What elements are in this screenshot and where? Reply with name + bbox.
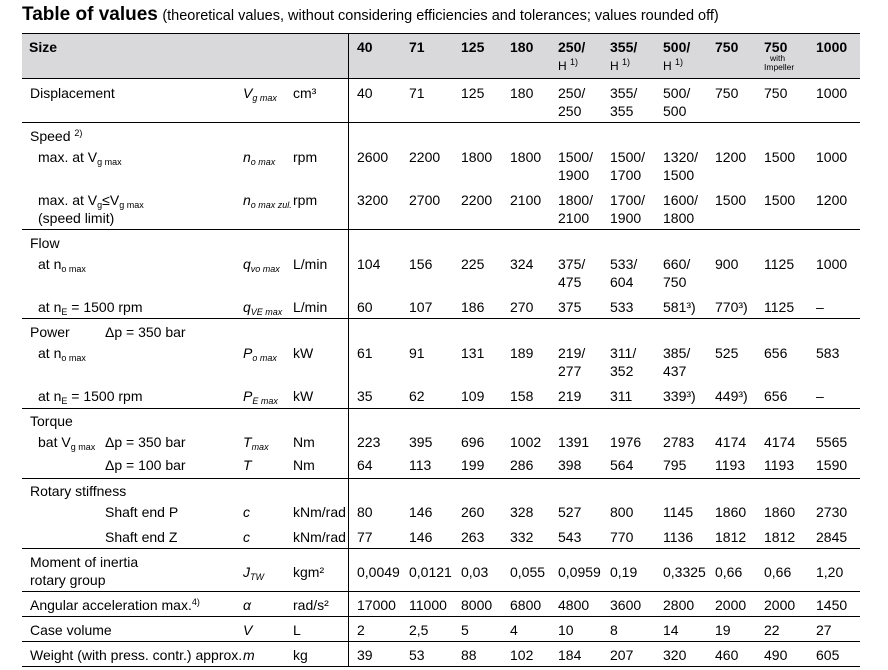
value: 6800: [510, 597, 542, 613]
value: 113: [409, 457, 432, 473]
unit: rpm: [293, 192, 318, 208]
value: 320: [663, 647, 687, 663]
row-label-power-max: at $n_{o max}$: [38, 345, 86, 363]
row-label-inertia-2: rotary group: [30, 572, 106, 588]
value: 2200: [461, 192, 493, 208]
value: 2000: [764, 597, 796, 613]
unit: Nm: [293, 457, 315, 473]
value: 355: [610, 103, 634, 119]
symbol: m: [243, 647, 255, 663]
value: 475: [558, 274, 582, 290]
value: 2700: [409, 192, 441, 208]
header-col-sub: H $^{1)}$: [558, 57, 579, 73]
header-col-sub: H $^{1)}$: [610, 57, 631, 73]
value: 770³): [715, 299, 748, 315]
value: 1590: [816, 457, 848, 473]
value: 324: [510, 256, 534, 272]
value: 8000: [461, 597, 493, 613]
rule: [22, 641, 860, 642]
torque-pressure-a: Δp = 350 bar: [105, 434, 186, 450]
rule: [22, 122, 860, 123]
value: 339³): [663, 388, 696, 404]
value: 750: [764, 85, 788, 101]
value: 27: [816, 622, 832, 638]
rule: [22, 229, 860, 230]
value: 158: [510, 388, 534, 404]
table-subtitle: (theoretical values, without considering efficiencies and tolerances; values rounded off): [162, 8, 719, 24]
value: 0,03: [461, 564, 489, 580]
value: 1800: [663, 210, 695, 226]
value: 533/: [610, 256, 638, 272]
rule-bottom: [22, 666, 860, 667]
unit: kW: [293, 345, 314, 361]
value: 53: [409, 647, 425, 663]
value: 109: [461, 388, 485, 404]
value: 1500: [715, 192, 747, 208]
value: 800: [610, 504, 634, 520]
value: 656: [764, 345, 788, 361]
value: 1000: [816, 149, 848, 165]
value: 186: [461, 299, 485, 315]
header-col: 1000: [816, 39, 848, 55]
value: 2800: [663, 597, 695, 613]
value: 277: [558, 363, 582, 379]
value: 656: [764, 388, 788, 404]
value: 104: [357, 256, 381, 272]
value: 2200: [409, 149, 441, 165]
row-label-speed-max: max. at $V_{g max}$: [38, 149, 122, 167]
symbol: $P_{o max}$: [243, 345, 277, 363]
symbol: V: [243, 622, 253, 638]
header-col: 125: [461, 39, 485, 55]
value: 1700: [610, 167, 642, 183]
row-label-shaft-p: Shaft end P: [105, 504, 179, 520]
value: 1976: [610, 434, 642, 450]
symbol: $n_{o max zul.}$: [243, 192, 292, 210]
value: 146: [409, 504, 433, 520]
value: 189: [510, 345, 534, 361]
value: 1500/: [610, 149, 646, 165]
value: 80: [357, 504, 373, 520]
value: 1125: [764, 299, 795, 315]
value: 19: [715, 622, 731, 638]
value: 605: [816, 647, 840, 663]
row-label-inertia: Moment of inertia: [30, 554, 139, 570]
value: 1200: [816, 192, 848, 208]
value: 660/: [663, 256, 691, 272]
value: 460: [715, 647, 739, 663]
value: 1860: [715, 504, 747, 520]
row-label-acceleration: Angular acceleration max.$^{4)}$: [30, 597, 200, 613]
value: 207: [610, 647, 634, 663]
unit: kW: [293, 388, 314, 404]
value: 146: [409, 529, 433, 545]
rule: [22, 318, 860, 319]
value: 2100: [558, 210, 590, 226]
value: 795: [663, 457, 687, 473]
value: 1000: [816, 85, 848, 101]
value: 225: [461, 256, 485, 272]
value: 39: [357, 647, 373, 663]
unit: L/min: [293, 256, 328, 272]
value: 2600: [357, 149, 389, 165]
value: 1200: [715, 149, 747, 165]
value: 375/: [558, 256, 586, 272]
value: 1136: [663, 529, 694, 545]
value: 1450: [816, 597, 848, 613]
value: 219/: [558, 345, 586, 361]
value: 8: [610, 622, 618, 638]
value: 60: [357, 299, 373, 315]
value: 1193: [764, 457, 795, 473]
value: 77: [357, 529, 373, 545]
value: 91: [409, 345, 425, 361]
value: 0,3325: [663, 564, 706, 580]
value: 0,055: [510, 564, 546, 580]
symbol: $P_{E max}$: [243, 388, 278, 406]
value: 250/: [558, 85, 586, 101]
value: 0,66: [715, 564, 743, 580]
value: 263: [461, 529, 485, 545]
value: 3200: [357, 192, 389, 208]
value: 2: [357, 622, 365, 638]
value: 0,0121: [409, 564, 452, 580]
value: 525: [715, 345, 739, 361]
unit: kNm/rad: [293, 529, 346, 545]
value: 352: [610, 363, 634, 379]
value: 4800: [558, 597, 590, 613]
value: 102: [510, 647, 534, 663]
value: 5565: [816, 434, 848, 450]
value: –: [816, 388, 824, 404]
value: 2730: [816, 504, 848, 520]
value: 22: [764, 622, 780, 638]
rule-top: [22, 33, 860, 34]
symbol: $n_{o max}$: [243, 149, 276, 167]
value: 1812: [764, 529, 796, 545]
symbol: $J_{TW}$: [243, 564, 264, 582]
value: 1500: [764, 192, 796, 208]
value: 900: [715, 256, 739, 272]
unit: kg: [293, 647, 308, 663]
value: 1900: [610, 210, 642, 226]
row-label-torque-a: bat $V_{g max}$: [38, 434, 96, 452]
header-col: 750: [715, 39, 739, 55]
value: 180: [510, 85, 534, 101]
rule: [22, 548, 860, 549]
rule: [22, 591, 860, 592]
column-separator: [348, 33, 349, 666]
value: 564: [610, 457, 634, 473]
value: 750: [663, 274, 687, 290]
value: 750: [715, 85, 739, 101]
value: 107: [409, 299, 433, 315]
value: 543: [558, 529, 582, 545]
value: 490: [764, 647, 788, 663]
row-label-shaft-z: Shaft end Z: [105, 529, 178, 545]
value: 184: [558, 647, 582, 663]
header-col: 250/: [558, 39, 586, 55]
value: 0,66: [764, 564, 792, 580]
unit: rad/s²: [293, 597, 329, 613]
row-label-flow: Flow: [30, 235, 60, 251]
value: 1125: [764, 256, 795, 272]
value: 1900: [558, 167, 590, 183]
value: 270: [510, 299, 534, 315]
value: 375: [558, 299, 582, 315]
value: 1,20: [816, 564, 844, 580]
unit: kNm/rad: [293, 504, 346, 520]
value: 88: [461, 647, 477, 663]
value: 1500: [663, 167, 695, 183]
value: 11000: [409, 597, 447, 613]
value: 4174: [764, 434, 796, 450]
value: 61: [357, 345, 373, 361]
value: 770: [610, 529, 634, 545]
row-label-weight: Weight (with press. contr.) approx.: [30, 647, 243, 663]
rule: [22, 78, 860, 79]
unit: kgm²: [293, 564, 325, 580]
value: 17000: [357, 597, 396, 613]
value: 223: [357, 434, 381, 450]
unit: cm³: [293, 85, 317, 101]
symbol: $T_{max}$: [243, 434, 269, 452]
value: 1860: [764, 504, 796, 520]
value: 604: [610, 274, 634, 290]
value: 2,5: [409, 622, 429, 638]
rule: [22, 478, 860, 479]
value: 0,19: [610, 564, 638, 580]
row-label-power: Power: [30, 324, 70, 340]
header-col-sub: H $^{1)}$: [663, 57, 684, 73]
value: 328: [510, 504, 534, 520]
row-label-speed-limit-2: (speed limit): [38, 210, 115, 226]
header-col: 40: [357, 39, 373, 55]
row-label-stiffness: Rotary stiffness: [30, 483, 127, 499]
value: 2000: [715, 597, 747, 613]
symbol: $V_{g max}$: [243, 85, 277, 103]
value: 71: [409, 85, 425, 101]
power-pressure: Δp = 350 bar: [105, 324, 186, 340]
row-label-speed-limit: max. at $V_g\le V_{g max}$: [38, 192, 144, 210]
header-col: 750: [764, 39, 788, 55]
value: 1145: [663, 504, 694, 520]
header-col: 180: [510, 39, 534, 55]
unit: L/min: [293, 299, 328, 315]
value: 0,0049: [357, 564, 400, 580]
rule: [22, 616, 860, 617]
row-label-speed: Speed $^{2)}$: [30, 128, 83, 144]
value: 1812: [715, 529, 747, 545]
value: 131: [461, 345, 485, 361]
value: 1500: [764, 149, 796, 165]
value: 1391: [558, 434, 590, 450]
impeller-note: with: [770, 53, 786, 63]
value: 1500/: [558, 149, 594, 165]
value: 583: [816, 345, 840, 361]
value: 2100: [510, 192, 542, 208]
value: 533: [610, 299, 634, 315]
value: 500/: [663, 85, 691, 101]
value: 260: [461, 504, 485, 520]
row-label-flow-max: at $n_{o max}$: [38, 256, 86, 274]
value: 219: [558, 388, 582, 404]
unit: rpm: [293, 149, 318, 165]
header-col: 71: [409, 39, 425, 55]
value: 2845: [816, 529, 848, 545]
value: –: [816, 299, 824, 315]
value: 0,0959: [558, 564, 601, 580]
value: 449³): [715, 388, 748, 404]
value: 696: [461, 434, 485, 450]
row-label-case-volume: Case volume: [30, 622, 112, 638]
value: 3600: [610, 597, 642, 613]
value: 395: [409, 434, 433, 450]
value: 199: [461, 457, 485, 473]
rule: [22, 408, 860, 409]
value: 4: [510, 622, 518, 638]
value: 14: [663, 622, 679, 638]
symbol: α: [243, 597, 251, 613]
value: 35: [357, 388, 373, 404]
value: 1193: [715, 457, 746, 473]
value: 62: [409, 388, 425, 404]
symbol: $q_{vo max}$: [243, 256, 280, 274]
symbol: c: [243, 504, 250, 520]
row-label-power-1500: at $n_E = 1500$ rpm: [38, 388, 143, 406]
row-label-torque: Torque: [30, 413, 73, 429]
row-label-displacement: Displacement: [30, 85, 115, 101]
value: 355/: [610, 85, 638, 101]
value: 1002: [510, 434, 542, 450]
symbol: c: [243, 529, 250, 545]
value: 4174: [715, 434, 747, 450]
row-label-flow-1500: at $n_E = 1500$ rpm: [38, 299, 143, 317]
value: 1800: [510, 149, 542, 165]
value: 64: [357, 457, 373, 473]
value: 1600/: [663, 192, 699, 208]
impeller-note: Impeller: [764, 62, 795, 72]
value: 1000: [816, 256, 848, 272]
value: 581³): [663, 299, 696, 315]
value: 1800: [461, 149, 493, 165]
table-heading: [22, 4, 719, 26]
value: 1700/: [610, 192, 646, 208]
value: 437: [663, 363, 687, 379]
value: 125: [461, 85, 485, 101]
value: 527: [558, 504, 582, 520]
value: 2783: [663, 434, 695, 450]
unit: L: [293, 622, 301, 638]
value: 311/: [610, 345, 637, 361]
value: 398: [558, 457, 582, 473]
value: 311: [610, 388, 633, 404]
torque-pressure-b: Δp = 100 bar: [105, 457, 186, 473]
header-size-label: Size: [29, 39, 58, 55]
value: 5: [461, 622, 469, 638]
value: 500: [663, 103, 687, 119]
value: 286: [510, 457, 534, 473]
header-col: 355/: [610, 39, 638, 55]
value: 332: [510, 529, 534, 545]
value: 385/: [663, 345, 691, 361]
header-col: 500/: [663, 39, 691, 55]
value: 1800/: [558, 192, 594, 208]
value: 156: [409, 256, 433, 272]
symbol: T: [243, 457, 252, 473]
table-title: Table of values: [22, 4, 158, 25]
value: 10: [558, 622, 574, 638]
value: 40: [357, 85, 373, 101]
value: 250: [558, 103, 582, 119]
unit: Nm: [293, 434, 315, 450]
symbol: $q_{VE max}$: [243, 299, 283, 317]
value: 1320/: [663, 149, 699, 165]
